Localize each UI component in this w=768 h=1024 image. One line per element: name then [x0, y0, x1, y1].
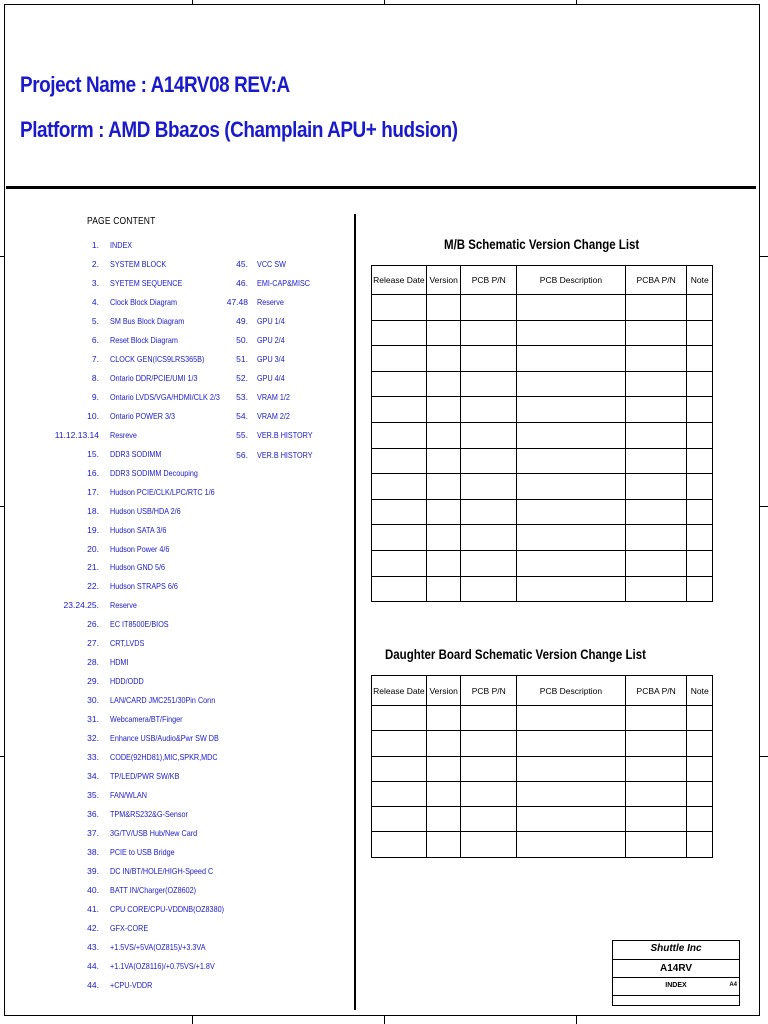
toc-heading: PAGE CONTENT	[87, 216, 156, 227]
table-row	[372, 706, 713, 731]
toc-page-number: 44.	[87, 960, 99, 971]
toc-page-number: 46.	[236, 278, 248, 289]
toc-page-title: HDMI	[110, 657, 129, 668]
table-row	[372, 474, 713, 500]
table-cell	[625, 295, 687, 321]
table-cell	[625, 397, 687, 423]
table-cell	[687, 295, 713, 321]
frame-tick	[576, 1016, 577, 1024]
toc-page-number: 55.	[236, 430, 248, 441]
table-cell	[687, 320, 713, 346]
table-cell	[687, 576, 713, 602]
table-cell	[426, 731, 461, 756]
table-header-row	[372, 266, 713, 295]
table-cell	[517, 781, 626, 806]
toc-page-title: GPU 2/4	[257, 335, 285, 346]
table-cell	[426, 525, 461, 551]
toc-page-title: INDEX	[110, 240, 133, 250]
toc-page-number: 38.	[87, 847, 99, 858]
toc-page-title: SYSTEM BLOCK	[110, 258, 167, 269]
table-cell	[687, 525, 713, 551]
table-cell	[687, 706, 713, 731]
table-cell	[426, 756, 461, 781]
table-row	[372, 756, 713, 781]
title-block-line	[613, 977, 739, 978]
table-row	[372, 320, 713, 346]
column-header: Version	[426, 266, 461, 295]
toc-page-number: 43.	[87, 941, 99, 952]
toc-page-title: Ontario LVDS/VGA/HDMI/CLK 2/3	[110, 391, 220, 402]
table-cell	[517, 371, 626, 397]
title-block	[612, 940, 740, 1006]
column-header: PCBA P/N	[625, 266, 687, 295]
table-cell	[625, 320, 687, 346]
toc-page-title: DDR3 SODIMM Decouping	[110, 467, 198, 478]
toc-page-number: 26.	[87, 619, 99, 630]
table-cell	[625, 499, 687, 525]
table-cell	[426, 576, 461, 602]
toc-page-number: 8.	[91, 372, 99, 383]
table-cell	[625, 576, 687, 602]
toc-page-title: GFX-CORE	[110, 922, 149, 933]
table-cell	[426, 371, 461, 397]
table-cell	[426, 397, 461, 423]
table-cell	[372, 756, 427, 781]
table-row	[372, 781, 713, 806]
mb-table-title: M/B Schematic Version Change List	[444, 236, 640, 252]
table-cell	[517, 756, 626, 781]
frame-tick	[384, 1016, 385, 1024]
toc-page-title: TP/LED/PWR SW/KB	[110, 771, 180, 782]
table-cell	[687, 832, 713, 857]
table-cell	[461, 320, 517, 346]
table-cell	[625, 525, 687, 551]
frame-tick	[192, 0, 193, 4]
table-row	[372, 448, 713, 474]
toc-page-number: 29.	[87, 676, 99, 687]
toc-page-number: 45.	[236, 259, 248, 269]
table-cell	[372, 448, 427, 474]
toc-page-title: DC IN/BT/HOLE/HIGH-Speed C	[110, 866, 214, 876]
table-cell	[461, 474, 517, 500]
toc-page-number: 11.12.13.14	[54, 429, 99, 440]
toc-page-title: SM Bus Block Diagram	[110, 315, 185, 326]
table-cell	[372, 781, 427, 806]
frame-tick	[760, 756, 768, 757]
toc-page-title: 3G/TV/USB Hub/New Card	[110, 828, 198, 839]
toc-page-title: Hudson STRAPS 6/6	[110, 581, 178, 592]
platform-name: Platform : AMD Bbazos (Champlain APU+ hudsion)	[20, 117, 458, 142]
table-cell	[625, 474, 687, 500]
toc-page-number: 30.	[87, 695, 99, 706]
table-cell	[687, 731, 713, 756]
header-rule	[6, 186, 756, 189]
table-cell	[687, 499, 713, 525]
toc-page-number: 23.24.25.	[63, 600, 99, 611]
table-cell	[517, 448, 626, 474]
toc-page-title: GPU 3/4	[257, 354, 285, 365]
toc-page-number: 34.	[87, 771, 99, 782]
table-cell	[372, 346, 427, 372]
toc-page-number: 9.	[91, 391, 99, 402]
table-cell	[426, 474, 461, 500]
toc-page-title: Reserve	[257, 297, 284, 308]
toc-page-title: Webcamera/BT/Finger	[110, 714, 183, 725]
toc-page-number: 36.	[87, 809, 99, 820]
table-cell	[517, 731, 626, 756]
frame-tick	[384, 0, 385, 4]
table-cell	[372, 576, 427, 602]
table-cell	[426, 781, 461, 806]
table-cell	[517, 346, 626, 372]
table-cell	[517, 320, 626, 346]
table-cell	[625, 706, 687, 731]
toc-page-number: 35.	[87, 790, 99, 801]
toc-page-number: 21.	[87, 562, 99, 573]
toc-page-number: 4.	[91, 296, 99, 307]
toc-page-title: CODE(92HD81),MIC,SPKR,MDC	[110, 752, 218, 763]
toc-page-title: CRT,LVDS	[110, 638, 145, 649]
toc-page-title: TPM&RS232&G-Sensor	[110, 809, 188, 820]
toc-page-number: 16.	[87, 467, 99, 478]
toc-page-number: 51.	[236, 354, 248, 365]
toc-page-title: DDR3 SODIMM	[110, 448, 162, 459]
column-header: PCB P/N	[461, 676, 517, 706]
toc-page-title: VRAM 2/2	[257, 411, 290, 422]
table-cell	[687, 781, 713, 806]
toc-page-number: 44.	[87, 979, 99, 990]
toc-page-title: Resreve	[110, 429, 137, 440]
toc-page-number: 42.	[87, 922, 99, 933]
column-header: Note	[687, 266, 713, 295]
db-table-title: Daughter Board Schematic Version Change List	[385, 646, 646, 662]
toc-page-title: PCIE to USB Bridge	[110, 847, 175, 858]
table-row	[372, 295, 713, 321]
table-cell	[426, 807, 461, 832]
column-header: Release Date	[372, 676, 427, 706]
table-row	[372, 576, 713, 602]
table-cell	[426, 422, 461, 448]
toc-page-number: 47.48	[226, 297, 248, 308]
toc-page-number: 1.	[91, 240, 99, 250]
table-row	[372, 832, 713, 857]
table-cell	[426, 550, 461, 576]
column-divider	[354, 214, 356, 1010]
frame-tick	[0, 256, 4, 257]
mb-version-table	[371, 265, 713, 602]
table-cell	[687, 371, 713, 397]
table-row	[372, 807, 713, 832]
toc-page-number: 20.	[87, 543, 99, 554]
table-row	[372, 371, 713, 397]
table-cell	[625, 807, 687, 832]
toc-page-number: 28.	[87, 657, 99, 668]
db-version-table	[371, 675, 713, 858]
toc-page-number: 52.	[236, 373, 248, 384]
toc-page-number: 15.	[87, 448, 99, 459]
toc-page-title: VER.B HISTORY	[257, 449, 313, 460]
toc-page-number: 27.	[87, 638, 99, 649]
table-header-row	[372, 676, 713, 706]
toc-page-number: 7.	[91, 353, 99, 364]
table-cell	[687, 550, 713, 576]
table-cell	[426, 295, 461, 321]
table-cell	[426, 448, 461, 474]
sheet-title: INDEX	[665, 982, 687, 989]
frame-tick	[192, 1016, 193, 1024]
table-cell	[517, 295, 626, 321]
table-cell	[625, 756, 687, 781]
table-cell	[517, 525, 626, 551]
toc-page-title: Hudson PCIE/CLK/LPC/RTC 1/6	[110, 486, 215, 497]
title-block-line	[613, 995, 739, 996]
table-row	[372, 422, 713, 448]
toc-page-number: 37.	[87, 828, 99, 839]
toc-page-number: 3.	[91, 277, 99, 288]
toc-page-number: 56.	[236, 449, 248, 460]
toc-page-title: +1.1VA(OZ8116)/+0.75VS/+1.8V	[110, 960, 215, 971]
table-cell	[461, 397, 517, 423]
table-cell	[461, 346, 517, 372]
company-name: Shuttle Inc	[650, 943, 702, 954]
table-row	[372, 525, 713, 551]
table-cell	[372, 320, 427, 346]
toc-page-title: +1.5VS/+5VA(OZ815)/+3.3VA	[110, 941, 206, 952]
toc-page-number: 33.	[87, 752, 99, 763]
column-header: PCB Description	[517, 266, 626, 295]
table-row	[372, 499, 713, 525]
table-row	[372, 346, 713, 372]
table-cell	[461, 576, 517, 602]
table-cell	[461, 550, 517, 576]
table-cell	[461, 807, 517, 832]
toc-page-title: CLOCK GEN(ICS9LRS365B)	[110, 353, 205, 364]
table-cell	[372, 371, 427, 397]
table-cell	[372, 731, 427, 756]
table-cell	[372, 706, 427, 731]
table-cell	[461, 371, 517, 397]
toc-page-title: VER.B HISTORY	[257, 430, 313, 441]
table-cell	[517, 422, 626, 448]
column-header: Release Date	[372, 266, 427, 295]
table-cell	[426, 320, 461, 346]
toc-page-title: Reset Block Diagram	[110, 334, 178, 345]
table-cell	[461, 295, 517, 321]
toc-page-number: 50.	[236, 335, 248, 346]
table-cell	[625, 448, 687, 474]
frame-tick	[760, 506, 768, 507]
table-cell	[372, 422, 427, 448]
table-cell	[625, 422, 687, 448]
table-cell	[372, 525, 427, 551]
table-cell	[687, 474, 713, 500]
table-cell	[517, 550, 626, 576]
toc-page-number: 10.	[87, 410, 99, 421]
toc-page-number: 39.	[87, 866, 99, 876]
toc-page-title: Enhance USB/Audio&Pwr SW DB	[110, 733, 219, 744]
table-cell	[461, 731, 517, 756]
table-cell	[625, 371, 687, 397]
toc-page-number: 19.	[87, 524, 99, 535]
toc-page-title: SYETEM SEQUENCE	[110, 277, 183, 288]
frame-tick	[760, 256, 768, 257]
toc-page-number: 18.	[87, 505, 99, 516]
toc-page-number: 31.	[87, 714, 99, 725]
table-cell	[372, 832, 427, 857]
table-cell	[517, 499, 626, 525]
column-header: Version	[426, 676, 461, 706]
toc-page-number: 49.	[236, 316, 248, 327]
table-cell	[426, 499, 461, 525]
table-cell	[372, 499, 427, 525]
toc-page-title: EC IT8500E/BIOS	[110, 619, 169, 630]
toc-page-number: 41.	[87, 903, 99, 914]
table-row	[372, 731, 713, 756]
column-header: Note	[687, 676, 713, 706]
toc-page-title: Hudson Power 4/6	[110, 543, 170, 554]
toc-page-title: GPU 1/4	[257, 316, 285, 327]
toc-page-title: VCC SW	[257, 259, 286, 269]
table-cell	[372, 550, 427, 576]
table-cell	[372, 397, 427, 423]
table-cell	[461, 706, 517, 731]
column-header: PCB P/N	[461, 266, 517, 295]
column-header: PCBA P/N	[625, 676, 687, 706]
table-cell	[517, 832, 626, 857]
toc-page-title: VRAM 1/2	[257, 392, 290, 403]
toc-page-title: Clock Block Diagram	[110, 296, 178, 307]
project-name: Project Name : A14RV08 REV:A	[20, 72, 290, 97]
table-cell	[687, 422, 713, 448]
document-name: A14RV	[659, 963, 693, 974]
table-cell	[372, 807, 427, 832]
table-cell	[625, 781, 687, 806]
table-cell	[461, 756, 517, 781]
table-cell	[517, 807, 626, 832]
frame-tick	[0, 506, 4, 507]
sheet-size: A4	[729, 982, 737, 988]
toc-page-number: 2.	[91, 258, 99, 269]
title-block-line	[613, 959, 739, 960]
toc-page-title: +CPU-VDDR	[110, 979, 153, 990]
toc-page-number: 40.	[87, 884, 99, 895]
table-cell	[625, 832, 687, 857]
toc-page-title: BATT IN/Charger(OZ8602)	[110, 884, 197, 895]
table-cell	[687, 346, 713, 372]
toc-page-title: Reserve	[110, 600, 137, 611]
table-cell	[517, 576, 626, 602]
toc-page-title: Ontario POWER 3/3	[110, 410, 176, 421]
toc-page-number: 22.	[87, 581, 99, 592]
table-cell	[461, 525, 517, 551]
table-row	[372, 397, 713, 423]
toc-page-number: 54.	[236, 411, 248, 422]
frame-tick	[0, 756, 4, 757]
toc-page-number: 17.	[87, 486, 99, 497]
toc-page-title: Hudson GND 5/6	[110, 562, 166, 573]
table-cell	[461, 422, 517, 448]
toc-page-title: FAN/WLAN	[110, 790, 147, 801]
table-cell	[372, 295, 427, 321]
table-cell	[687, 397, 713, 423]
table-cell	[461, 781, 517, 806]
toc-page-number: 32.	[87, 733, 99, 744]
toc-page-title: GPU 4/4	[257, 373, 285, 384]
toc-page-title: EMI-CAP&MISC	[257, 278, 310, 289]
table-cell	[517, 397, 626, 423]
table-cell	[625, 731, 687, 756]
toc-page-title: Hudson USB/HDA 2/6	[110, 505, 181, 516]
column-header: PCB Description	[517, 676, 626, 706]
toc-page-number: 53.	[236, 392, 248, 403]
table-cell	[517, 474, 626, 500]
frame-tick	[576, 0, 577, 4]
toc-page-number: 5.	[91, 315, 99, 326]
table-cell	[426, 832, 461, 857]
table-cell	[461, 448, 517, 474]
table-cell	[625, 550, 687, 576]
table-cell	[625, 346, 687, 372]
table-cell	[461, 499, 517, 525]
table-cell	[517, 706, 626, 731]
toc-page-title: HDD/ODD	[110, 676, 144, 687]
table-cell	[687, 448, 713, 474]
table-cell	[461, 832, 517, 857]
toc-page-title: LAN/CARD JMC251/30Pin Conn	[110, 695, 216, 706]
table-cell	[687, 756, 713, 781]
table-row	[372, 550, 713, 576]
toc-page-title: Ontario DDR/PCIE/UMI 1/3	[110, 372, 198, 383]
table-cell	[426, 346, 461, 372]
table-cell	[372, 474, 427, 500]
table-cell	[687, 807, 713, 832]
toc-page-title: Hudson SATA 3/6	[110, 524, 167, 535]
toc-page-number: 6.	[91, 334, 99, 345]
toc-page-title: CPU CORE/CPU-VDDNB(OZ8380)	[110, 903, 225, 914]
table-cell	[426, 706, 461, 731]
